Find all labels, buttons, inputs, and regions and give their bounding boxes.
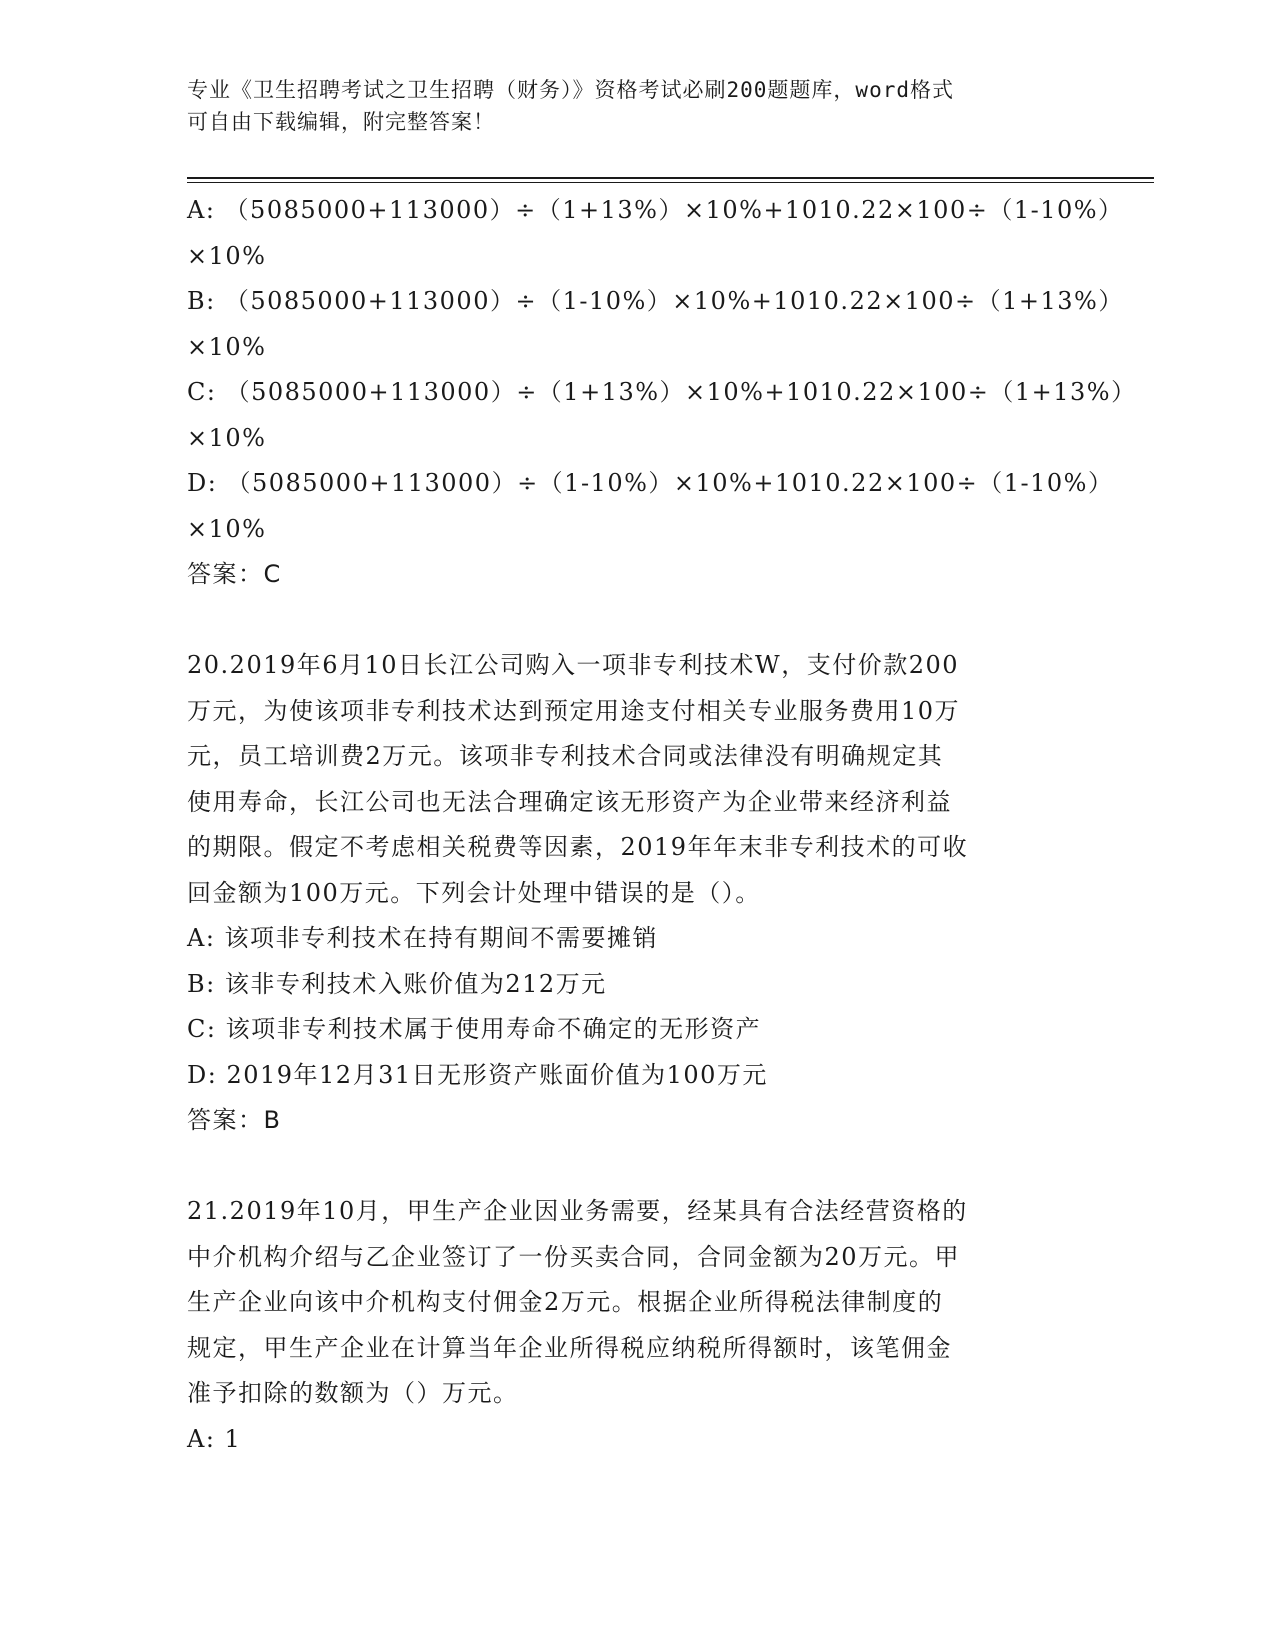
option-line: B: （5085000+113000）÷（1-10%）×10%+1010.22×100÷（1+13%） (187, 287, 1124, 315)
option-line: A: （5085000+113000）÷（1+13%）×10%+1010.22×100÷（1-10%） (187, 196, 1124, 224)
question-stem-line: 回金额为100万元。下列会计处理中错误的是（）。 (187, 878, 761, 907)
header-line-2: 可自由下载编辑，附完整答案！ (187, 110, 495, 134)
option-b (187, 279, 1124, 370)
option-line: C: （5085000+113000）÷（1+13%）×10%+1010.22×100÷（1+13%） (187, 378, 1137, 406)
option-c (187, 370, 1137, 461)
question-stem-line: 使用寿命，长江公司也无法合理确定该无形资产为企业带来经济利益 (187, 787, 952, 816)
answer-label: 答案：B (187, 1106, 282, 1134)
question-stem-line: 生产企业向该中介机构支付佣金2万元。根据企业所得税法律制度的 (187, 1288, 944, 1316)
document-header (187, 74, 1067, 138)
question-stem-line: 20.2019年6月10日长江公司购入一项非专利技术W，支付价款200 (187, 651, 960, 679)
question-20 (187, 643, 1077, 1144)
question-21 (187, 1189, 1077, 1462)
option-a (187, 188, 1124, 279)
answer-label: 答案：C (187, 560, 282, 588)
document-body (187, 188, 1137, 1462)
header-rule-thick (187, 177, 1154, 179)
spacer (187, 1144, 1077, 1190)
question-stem-line: 21.2019年10月，甲生产企业因业务需要，经某具有合法经营资格的 (187, 1197, 968, 1225)
option-c: C: 该项非专利技术属于使用寿命不确定的无形资产 (187, 1015, 762, 1043)
question-stem-line: 中介机构介绍与乙企业签订了一份买卖合同，合同金额为20万元。甲 (187, 1242, 961, 1271)
option-d: D: 2019年12月31日无形资产账面价值为100万元 (187, 1060, 768, 1089)
option-line: ×10% (187, 514, 267, 543)
option-line: ×10% (187, 332, 267, 361)
option-a: A: 1 (187, 1424, 242, 1453)
question-stem-line: 万元，为使该项非专利技术达到预定用途支付相关专业服务费用10万 (187, 696, 961, 725)
option-line: ×10% (187, 241, 267, 270)
option-line: D: （5085000+113000）÷（1-10%）×10%+1010.22×100÷（1-10%） (187, 469, 1114, 497)
question-19 (187, 188, 1137, 598)
option-a: A: 该项非专利技术在持有期间不需要摊销 (187, 924, 659, 952)
option-b: B: 该非专利技术入账价值为212万元 (187, 969, 607, 998)
header-rule-thin (187, 182, 1154, 183)
question-stem-line: 规定，甲生产企业在计算当年企业所得税应纳税所得额时，该笔佣金 (187, 1333, 952, 1362)
option-line: ×10% (187, 423, 267, 452)
header-line-1: 专业《卫生招聘考试之卫生招聘（财务）》资格考试必刷200题题库，word格式 (187, 78, 954, 102)
question-stem-line: 准予扣除的数额为（）万元。 (187, 1379, 519, 1407)
option-d (187, 461, 1114, 552)
spacer (187, 598, 1077, 644)
question-stem-line: 的期限。假定不考虑相关税费等因素，2019年年末非专利技术的可收 (187, 833, 969, 861)
question-stem-line: 元，员工培训费2万元。该项非专利技术合同或法律没有明确规定其 (187, 742, 944, 770)
